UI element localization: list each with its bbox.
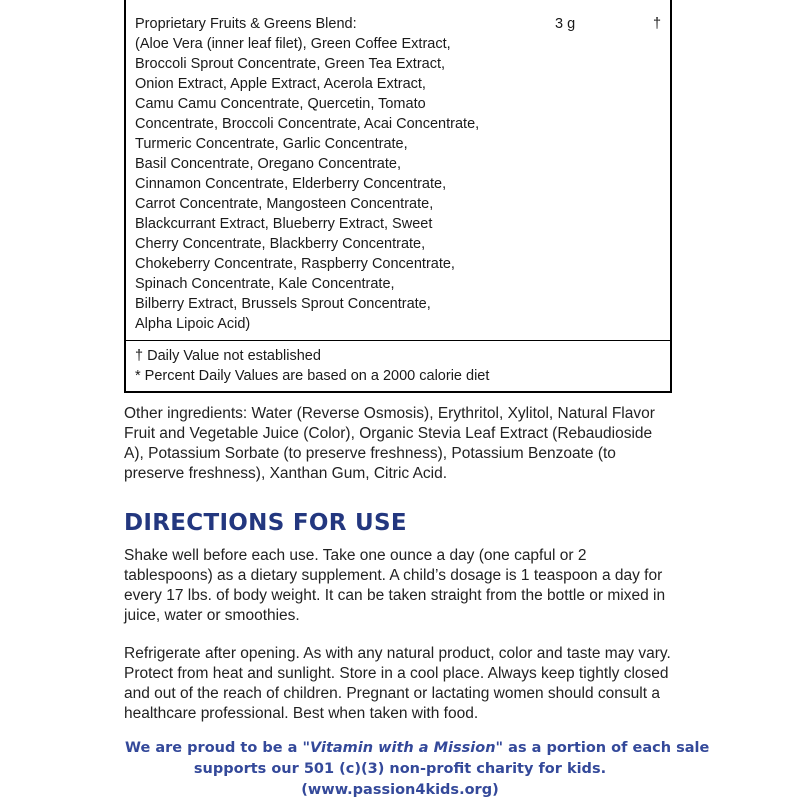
ingredient-line: Blackcurrant Extract, Blueberry Extract, Sweet (135, 216, 433, 232)
storage-line: Refrigerate after opening. As with any natural product, color and taste may vary. (124, 645, 671, 662)
blend-row (135, 14, 665, 34)
blend-name: Proprietary Fruits & Greens Blend: (135, 16, 357, 32)
ingredient-line: Cherry Concentrate, Blackberry Concentrate, (135, 236, 426, 252)
facts-divider (126, 340, 670, 341)
mission-suffix: as a portion of each sale (503, 740, 710, 756)
other-ingredients-line: Fruit and Vegetable Juice (Color), Organic Stevia Leaf Extract (Rebaudioside (124, 425, 653, 442)
facts-footnotes (135, 346, 489, 386)
other-ingredients-line: preserve freshness), Xanthan Gum, Citric Acid. (124, 465, 448, 482)
storage-line: Protect from heat and sunlight. Store in a cool place. Always keep tightly closed (124, 665, 669, 682)
charity-website-link: (www.passion4kids.org) (301, 782, 499, 798)
directions-line: tablespoons) as a dietary supplement. A child’s dosage is 1 teaspoon a day for (124, 567, 663, 584)
footnote-daily-value: † Daily Value not established (135, 348, 321, 364)
ingredient-line: Cinnamon Concentrate, Elderberry Concentrate, (135, 176, 447, 192)
blend-amount: 3 g (555, 16, 576, 32)
mission-line (125, 738, 709, 759)
directions-line: Shake well before each use. Take one ounce a day (one capful or 2 (124, 547, 587, 564)
ingredient-line: Alpha Lipoic Acid) (135, 316, 251, 332)
ingredient-line: Bilberry Extract, Brussels Sprout Concentrate, (135, 296, 431, 312)
other-ingredients-line: Other ingredients: Water (Reverse Osmosis), Erythritol, Xylitol, Natural Flavor (124, 405, 655, 422)
ingredient-line: Broccoli Sprout Concentrate, Green Tea Extract, (135, 56, 446, 72)
directions-line: juice, water or smoothies. (124, 607, 300, 624)
ingredient-line: Basil Concentrate, Oregano Concentrate, (135, 156, 401, 172)
directions-storage (124, 644, 680, 724)
other-ingredients (124, 404, 676, 484)
ingredient-line: Concentrate, Broccoli Concentrate, Acai Concentrate, (135, 116, 480, 132)
ingredient-line: Spinach Concentrate, Kale Concentrate, (135, 276, 395, 292)
ingredient-line: Chokeberry Concentrate, Raspberry Concentrate, (135, 256, 455, 272)
ingredient-line: Camu Camu Concentrate, Quercetin, Tomato (135, 96, 426, 112)
storage-line: healthcare professional. Best when taken with food. (124, 705, 479, 722)
supplement-facts-box (124, 0, 672, 393)
directions-heading: DIRECTIONS FOR USE (124, 510, 407, 536)
directions-line: every 17 lbs. of body weight. It can be taken straight from the bottle or mixed in (124, 587, 666, 604)
mission-tagline: "Vitamin with a Mission" (302, 740, 504, 756)
ingredient-line: Turmeric Concentrate, Garlic Concentrate, (135, 136, 408, 152)
ingredient-line: Onion Extract, Apple Extract, Acerola Extract, (135, 76, 426, 92)
ingredient-line: (Aloe Vera (inner leaf filet), Green Coffee Extract, (135, 36, 451, 52)
ingredient-line: Carrot Concentrate, Mangosteen Concentrate, (135, 196, 434, 212)
directions-usage (124, 546, 680, 626)
footnote-percent-daily: * Percent Daily Values are based on a 2000 calorie diet (135, 368, 490, 384)
mission-prefix: We are proud to be a (125, 740, 303, 756)
mission-line: supports our 501 (c)(3) non-profit charity for kids. (193, 761, 607, 777)
blend-daily-value: † (653, 16, 662, 32)
blend-ingredient-list (135, 34, 555, 334)
storage-line: and out of the reach of children. Pregnant or lactating women should consult a (124, 685, 660, 702)
other-ingredients-line: A), Potassium Sorbate (to preserve freshness), Potassium Benzoate (to (124, 445, 616, 462)
